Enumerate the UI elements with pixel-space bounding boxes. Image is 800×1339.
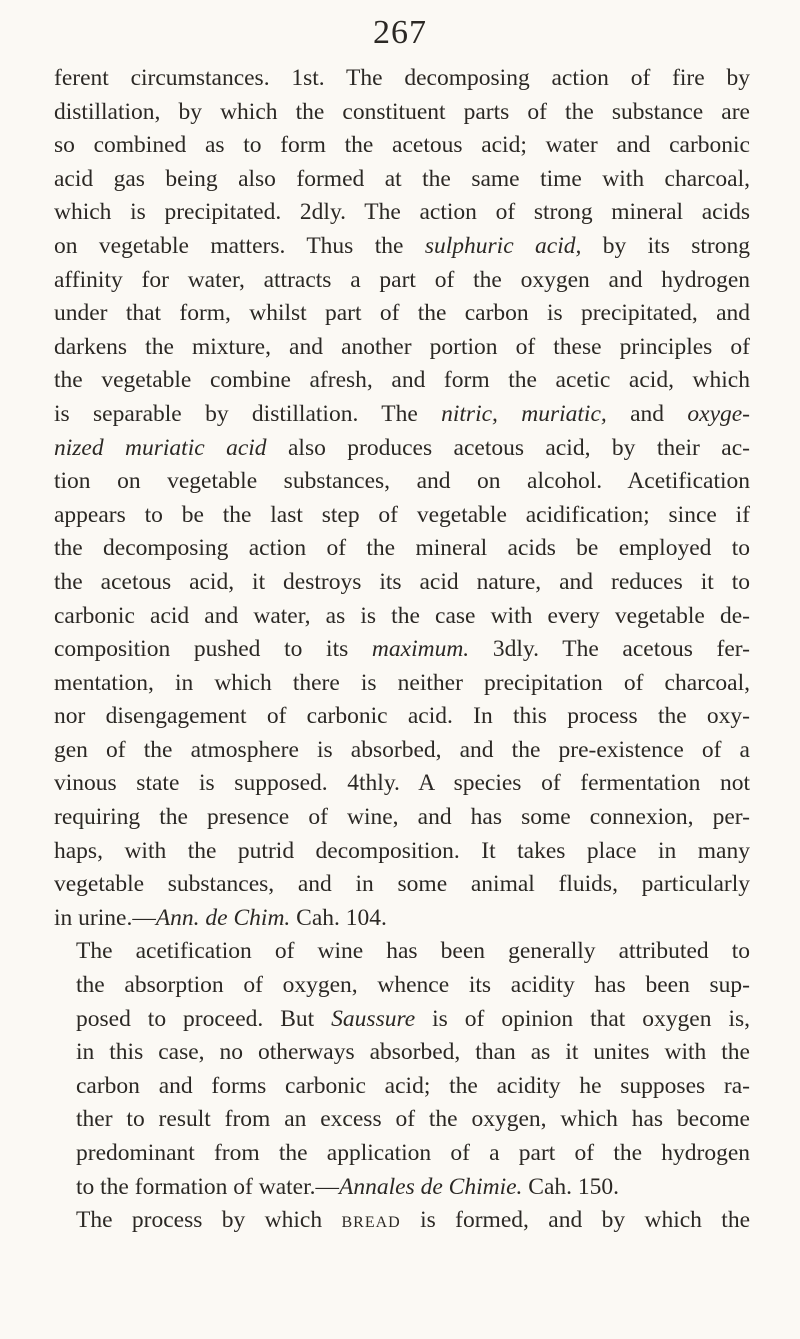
citation-title: Ann. de Chim. [155, 904, 291, 931]
text-line: on vegetable matters. Thus the sulphuric acid, by its strong [54, 232, 750, 259]
text-line: distillation, by which the constituent parts of the substance are [54, 98, 750, 125]
text-line: predominant from the application of a part of the hydrogen [76, 1140, 750, 1166]
small-caps-term: bread [341, 1207, 401, 1234]
text-line: the acetous acid, it destroys its acid nature, and reduces it to [54, 568, 750, 595]
text-line: affinity for water, attracts a part of the oxygen and hydrogen [54, 266, 750, 293]
paragraph [54, 62, 750, 935]
text-line: posed to proceed. But Saussure is of opinion that oxygen is, [76, 1005, 750, 1032]
text-line: vegetable substances, and in some animal fluids, particularly [54, 871, 750, 898]
text-line: under that form, whilst part of the carbon is precipitated, and [54, 300, 750, 327]
text-line: mentation, in which there is neither precipitation of charcoal, [54, 669, 750, 696]
italic-term: oxyge- [687, 400, 751, 427]
text-line: nized muriatic acid also produces acetous acid, by their ac- [54, 434, 750, 461]
text-line: gen of the atmosphere is absorbed, and the pre-existence of a [54, 736, 750, 763]
text-line: the absorption of oxygen, whence its acidity has been sup- [76, 972, 750, 999]
text-line: the decomposing action of the mineral acids be employed to [54, 535, 750, 562]
text-line: in urine.—Ann. de Chim. Cah. 104. [54, 904, 387, 931]
text-line: darkens the mixture, and another portion of these principles of [54, 333, 750, 360]
text-line: vinous state is supposed. 4thly. A species of fermentation not [54, 770, 750, 797]
text-line: to the formation of water.—Annales de Chimie. Cah. 150. [76, 1173, 620, 1200]
italic-term: nized muriatic acid [54, 434, 267, 461]
paragraph [54, 1204, 750, 1238]
text-line: requiring the presence of wine, and has some connexion, per- [54, 804, 750, 831]
text-line: the vegetable combine afresh, and form the acetic acid, which [54, 367, 750, 394]
text-line: carbonic acid and water, as is the case with every vegetable de- [54, 602, 750, 629]
text-line: composition pushed to its maximum. 3dly. The acetous fer- [54, 636, 750, 663]
text-line: nor disengagement of carbonic acid. In this process the oxy- [54, 703, 750, 730]
text-line: ferent circumstances. 1st. The decomposing action of fire by [54, 65, 750, 91]
text-line: is separable by distillation. The nitric, muriatic, and oxyge- [54, 400, 751, 427]
text-line: in this case, no otherways absorbed, than as it unites with the [76, 1039, 750, 1066]
italic-term: nitric, muriatic, [441, 400, 607, 427]
italic-term: sulphuric acid, [424, 232, 582, 259]
text-line: acid gas being also formed at the same time with charcoal, [54, 165, 750, 192]
page-number: 267 [373, 14, 427, 51]
text-line: so combined as to form the acetous acid; water and carbonic [54, 132, 750, 159]
italic-name: Saussure [331, 1005, 416, 1032]
italic-term: maximum. [371, 636, 470, 663]
text-line: carbon and forms carbonic acid; the acidity he supposes ra- [76, 1072, 750, 1099]
text-line: ther to result from an excess of the oxygen, which has become [76, 1106, 750, 1133]
text-line: haps, with the putrid decomposition. It takes place in many [54, 837, 750, 864]
text-line: which is precipitated. 2dly. The action of strong mineral acids [54, 199, 750, 226]
text-line: The process by which bread is formed, and by which the [76, 1207, 750, 1234]
paragraph [54, 935, 750, 1204]
text-line: The acetification of wine has been generally attributed to [76, 938, 750, 965]
citation-title: Annales de Chimie. [339, 1173, 523, 1200]
text-line: appears to be the last step of vegetable acidification; since if [54, 501, 750, 528]
text-line: tion on vegetable substances, and on alcohol. Acetification [54, 468, 750, 495]
page-body [54, 62, 750, 1238]
